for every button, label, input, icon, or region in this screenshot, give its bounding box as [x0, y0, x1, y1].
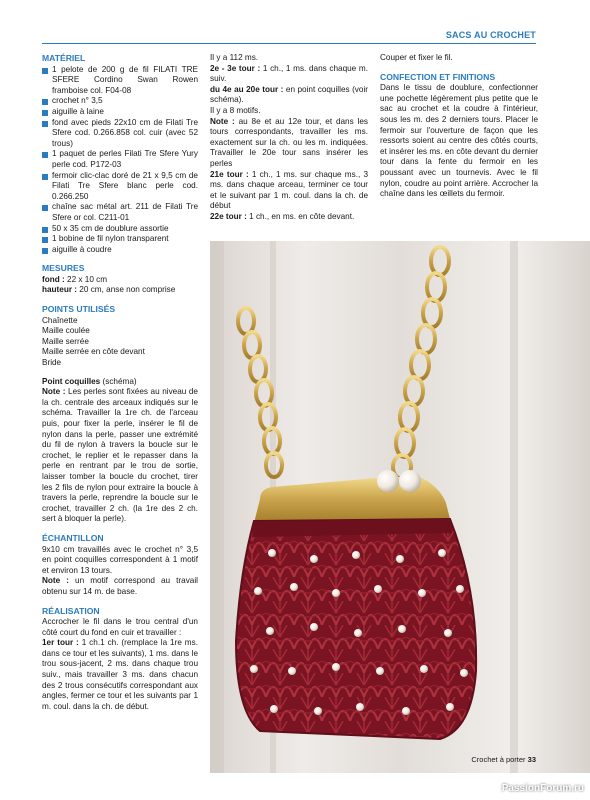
point-item: Maille serrée: [42, 336, 89, 346]
watermark: PassionForum.ru: [501, 783, 584, 794]
materiel-list: [42, 65, 198, 256]
bullet-square-icon: [42, 68, 48, 74]
materiel-item: 1 bobine de fil nylon transparent: [42, 234, 198, 245]
materiel-item: chaîne sac métal art. 211 de Filati Tre Sfere or col. C211-01: [42, 202, 198, 223]
bullet-square-icon: [42, 174, 48, 180]
mesures-title: MESURES: [42, 263, 85, 274]
column-3: [380, 53, 538, 200]
materiel-item: 1 paquet de perles Filati Tre Sfere Yury perle cod. P172-03: [42, 149, 198, 170]
echantillon-note: Note : un motif correspond au travail obtenu sur 14 m. de base.: [42, 576, 198, 596]
materiel-item: 1 pelote de 200 g de fil FILATI TRE SFERE Cordino Swan Rowen framboise col. F04-08: [42, 65, 198, 97]
tour-22: 22e tour : 1 ch., en ms. en côte devant.: [210, 211, 355, 221]
bag-photo: [210, 241, 590, 773]
page-footer: Crochet à porter 33: [471, 755, 536, 764]
column-2: [210, 53, 368, 223]
materiel-item: aiguille à laine: [42, 107, 198, 118]
bullet-square-icon: [42, 121, 48, 127]
bullet-square-icon: [42, 152, 48, 158]
header-rule: [42, 43, 536, 44]
materiel-title: MATÉRIEL: [42, 53, 86, 63]
realisation-title: RÉALISATION: [42, 605, 100, 616]
tour-4-20: du 4e au 20e tour : en point coquilles (voir schéma).: [210, 84, 368, 105]
point-coquilles-title: Point coquilles (schéma): [42, 376, 137, 386]
col2-note: Note : au 8e et au 12e tour, et dans les tours correspondants, travailler les ms. exactement sur la ch. ou les m. indiquées. Travailler le 20e tour sans insérer les perles: [210, 116, 368, 168]
bullet-square-icon: [42, 227, 48, 233]
echantillon-title: ÉCHANTILLON: [42, 532, 104, 543]
confection-text: Dans le tissu de doublure, confectionner une pochette légèrement plus petite que le sac au crochet et la coudre à l'intérieur, sous les m. des 2 derniers tours. Placer le fermoir sur l'ouverture de façon que les ressorts soient au centre des côtés courts, et insérer les ms. en côte devant du dernier tour dans la fente du fermoir en les poussant avec un tournevis. Avec le fil nylon, coudre au point arrière. Accrocher la chaîne dans les œillets du fermoir.: [380, 83, 538, 199]
points-list: [42, 316, 198, 369]
materiel-item: crochet n° 3,5: [42, 96, 198, 107]
col2-line-1: Il y a 112 ms.: [210, 53, 259, 62]
point-item: Bride: [42, 358, 62, 368]
bag-illustration: [210, 241, 590, 773]
page-number: 33: [527, 755, 536, 764]
tour-2-3: 2e - 3e tour : 1 ch., 1 ms. dans chaque m. suiv.: [210, 63, 368, 84]
realisation-tour-1: 1er tour : 1 ch.1 ch. (remplace la 1re ms. dans ce tour et les suivants), 1 ms. dans le trou sous-jacent, 2 ms. dans chaque trou suiv., mais travailler 3 ms. dans chacun des 2 trous consécutifs correspondant aux angles, fermer ce tour et les suivants par 1 m. coul. dans la ch. de début.: [42, 638, 198, 711]
bullet-square-icon: [42, 248, 48, 254]
materiel-item: 50 x 35 cm de doublure assortie: [42, 224, 198, 235]
points-title: POINTS UTILISÉS: [42, 304, 116, 315]
point-item: Maille coulée: [42, 326, 90, 336]
col2-line-2: Il y a 8 motifs.: [210, 105, 261, 115]
bullet-square-icon: [42, 205, 48, 211]
realisation-intro: Accrocher le fil dans le trou central d'un côté court du fond en cuir et travailler :: [42, 617, 198, 637]
materiel-item: aiguille à coudre: [42, 245, 198, 256]
bullet-square-icon: [42, 237, 48, 243]
bullet-square-icon: [42, 110, 48, 116]
column-1: [42, 53, 198, 712]
section-label: SACS AU CROCHET: [445, 30, 536, 40]
echantillon-text: 9x10 cm travaillés avec le crochet n° 3,5 en point coquilles correspondent à 1 motif et environ 13 tours.: [42, 544, 198, 575]
mesures-hauteur: hauteur : 20 cm, anse non comprise: [42, 285, 176, 295]
tour-21: 21e tour : 1 ch., 1 ms. sur chaque ms., 3 ms. dans chaque arceau, terminer ce tour et le suivant par 1 m. coul. dans la ch. de début: [210, 169, 368, 211]
materiel-item: fermoir clic-clac doré de 21 x 9,5 cm de Filati Tre Sfere blanc perle cod. 0.266.250: [42, 171, 198, 203]
point-item: Chaînette: [42, 315, 78, 325]
point-item: Maille serrée en côte devant: [42, 347, 145, 357]
materiel-item: fond avec pieds 22x10 cm de Filati Tre Sfere cod. 0.266.858 col. cuir (avec 52 trous): [42, 118, 198, 150]
point-coquilles-note: Note : Les perles sont fixées au niveau de la ch. centrale des arceaux indiqués sur le schéma. Travailler la 1re ch. de l'arceau puis, pour fixer la perle, insérer le fil de nylon dans la perle, passer une extrémité du fil de nylon à travers la boucle sur le crochet, le replier et le repasser dans la perle en rentrant par le trou de sortie, laisser tomber la boucle du crochet, tirer les 2 fils de nylon pour extraire la boucle à travers la perle, reprendre la boucle sur le crochet, travailler 2 ch. (la 1re des 2 ch. sert à bloquer la perle).: [42, 387, 198, 524]
confection-title: CONFECTION ET FINITIONS: [380, 71, 496, 82]
col3-line-1: Couper et fixer le fil.: [380, 53, 453, 62]
mesures-fond: fond : 22 x 10 cm: [42, 274, 108, 284]
bullet-square-icon: [42, 99, 48, 105]
